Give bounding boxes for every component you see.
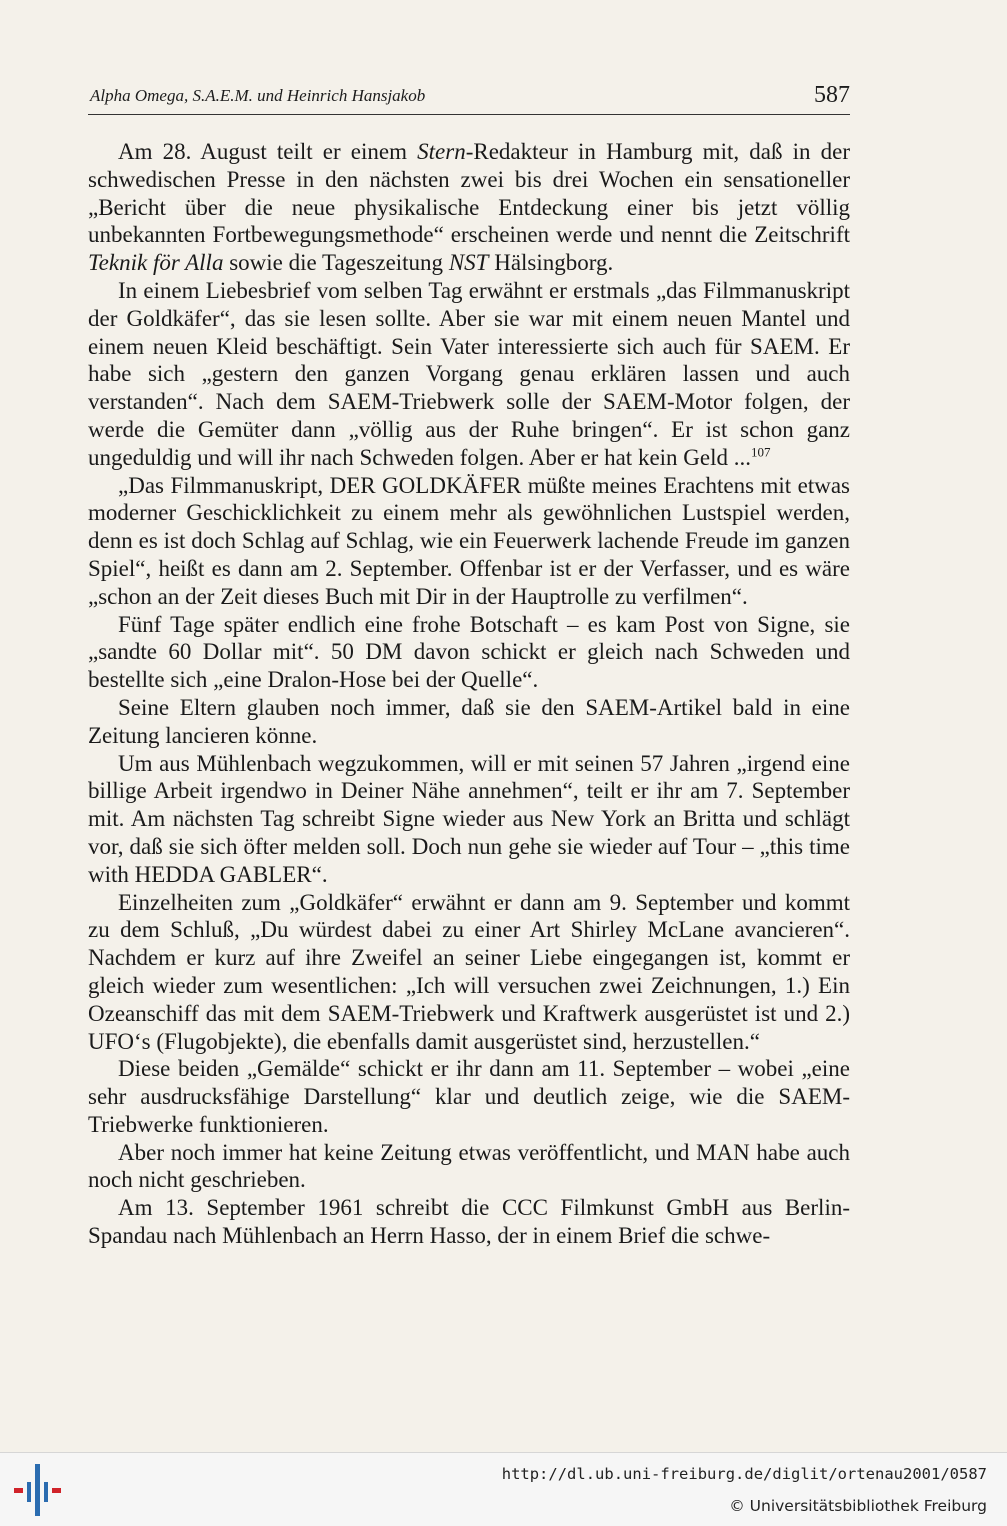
paragraph bbox=[88, 1139, 850, 1195]
paragraph bbox=[88, 472, 850, 611]
paragraph bbox=[88, 1055, 850, 1138]
text-segment: Hälsingborg. bbox=[488, 250, 614, 276]
page-header bbox=[88, 84, 850, 115]
text-segment: NST bbox=[448, 250, 489, 276]
copyright-notice: © Universitätsbibliothek Freiburg bbox=[729, 1497, 987, 1515]
page-number: 587 bbox=[814, 82, 850, 108]
paragraph bbox=[88, 277, 850, 472]
paragraph bbox=[88, 694, 850, 750]
running-title: Alpha Omega, S.A.E.M. und Heinrich Hansjakob bbox=[90, 86, 426, 105]
text-segment: Um aus Mühlenbach wegzukommen, will er mit seinen 57 Jahren „irgend eine billige Arbeit irgendwo in Deiner Nähe annehmen“, teilt er ihr am 7. September mit. Am nächsten Tag schreibt Signe wieder aus New York an Britta und schlägt vor, daß sie sich öfter melden soll. Doch nun gehe sie wieder auf Tour – „this time with HEDDA GABLER“. bbox=[88, 750, 850, 887]
text-segment: Fünf Tage später endlich eine frohe Botschaft – es kam Post von Signe, sie „sandte 60 Dollar mit“. 50 DM davon schickt er gleich nach Schweden und bestellte sich „eine Dralon-Hose bei der Quelle“. bbox=[88, 611, 850, 693]
text-segment: Am 28. August teilt er einem bbox=[118, 139, 418, 164]
footnote-reference: 107 bbox=[751, 444, 771, 460]
text-segment: Teknik för Alla bbox=[88, 250, 224, 276]
text-segment: In einem Liebesbrief vom selben Tag erwähnt er erstmals „das Filmmanuskript der Goldkäfer“, das sie lesen sollte. Aber sie war mit einem neuen Mantel und einem neuen Kleid beschäftigt. Sein Vater interessierte sich auch für SAEM. Er habe sich „gestern den ganzen Vorgang genau erklären lassen und auch verstanden“. Nach dem SAEM-Triebwerk solle der SAEM-Motor folgen, der werde die Gemüter dann „völlig aus der Ruhe bringen“. Er ist schon ganz ungeduldig und will ihr nach Schweden folgen. Aber er hat kein Geld ... bbox=[88, 277, 850, 470]
paragraph bbox=[88, 611, 850, 694]
text-segment: sowie die Tageszeitung bbox=[223, 250, 449, 276]
paragraph bbox=[88, 1194, 850, 1250]
text-segment: Diese beiden „Gemälde“ schickt er ihr dann am 11. September – wobei „eine sehr ausdrucksfähige Darstellung“ klar und deutlich zeige, wie die SAEM-Triebwerke funktionieren. bbox=[88, 1056, 850, 1137]
text-segment: -Redakteur in Hamburg mit, daß in der schwedischen Presse in den nächsten zwei bis drei Wochen ein sensationeller „Bericht über die neue physikalische Entdeckung einer bis jetzt völlig unbekannten Fortbewegungsmethode“ erscheinen werde und nennt die Zeitschrift bbox=[88, 139, 851, 248]
text-segment: Stern bbox=[417, 139, 466, 164]
paragraph bbox=[88, 138, 850, 277]
text-segment: Am 13. September 1961 schreibt die CCC Filmkunst GmbH aus Berlin-Spandau nach Mühlenbach an Herrn Hasso, der in einem Brief die schwe- bbox=[88, 1195, 850, 1249]
permalink-url[interactable]: http://dl.ub.uni-freiburg.de/diglit/ortenau2001/0587 bbox=[501, 1465, 987, 1483]
text-segment: Einzelheiten zum „Goldkäfer“ erwähnt er dann am 9. September und kommt zu dem Schluß, „Du würdest dabei zu einer Art Shirley McLane avancieren“. Nachdem er kurz auf ihre Zweifel an seiner Liebe eingegangen ist, kommt er gleich wieder zum wesentlichen: „Ich will versuchen zwei Zeichnungen, 1.) Ein Ozeanschiff das mit dem SAEM-Triebwerk und Kraftwerk ausgerüstet ist und 2.) UFO‘s (Flugobjekte), die ebenfalls damit ausgerüstet sind, herzustellen.“ bbox=[88, 889, 850, 1054]
text-segment: Seine Eltern glauben noch immer, daß sie den SAEM-Artikel bald in eine Zeitung lancieren könne. bbox=[88, 694, 850, 748]
library-footer bbox=[0, 1452, 1007, 1526]
paragraph bbox=[88, 750, 850, 889]
text-segment: Aber noch immer hat keine Zeitung etwas veröffentlicht, und MAN habe auch noch nicht geschrieben. bbox=[88, 1139, 850, 1193]
paragraph bbox=[88, 889, 850, 1056]
body-text bbox=[88, 138, 850, 1250]
ub-freiburg-logo-icon bbox=[14, 1462, 66, 1518]
text-segment: „Das Filmmanuskript, DER GOLDKÄFER müßte meines Erachtens mit etwas moderner Geschicklichkeit zu einem mehr als gewöhnlichen Lustspiel werden, denn es ist doch Schlag auf Schlag, wie ein Feuerwerk lachende Freude im ganzen Spiel“, heißt es dann am 2. September. Offenbar ist er der Verfasser, und es wäre „schon an der Zeit dieses Buch mit Dir in der Hauptrolle zu verfilmen“. bbox=[88, 472, 850, 609]
